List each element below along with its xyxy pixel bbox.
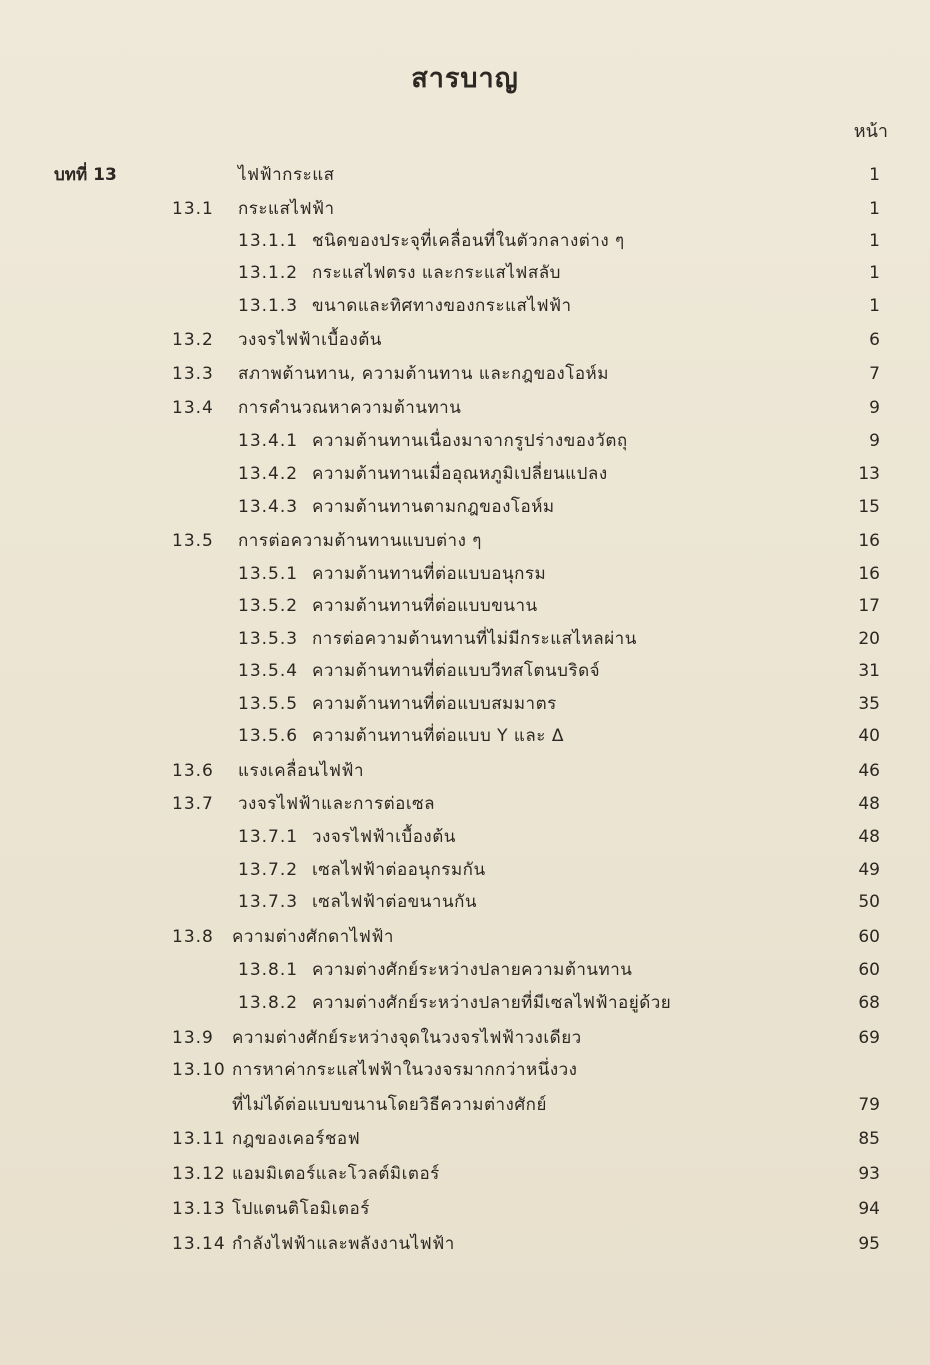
toc-row (0, 622, 930, 656)
section-number: 13.4.1 (238, 431, 299, 451)
section-number: 13.8.2 (238, 993, 299, 1013)
page-number: 9 (869, 398, 880, 418)
toc-row (0, 457, 930, 491)
toc-row (0, 424, 930, 458)
section-number: 13.4 (172, 398, 214, 418)
page-number: 1 (869, 199, 880, 219)
section-title: ความต้านทานที่ต่อแบบสมมาตร (312, 694, 557, 714)
section-title: ความต้านทานเนื่องมาจากรูปร่างของวัตถุ (312, 431, 628, 451)
page-number: 7 (869, 364, 880, 384)
page-number: 31 (858, 661, 880, 681)
section-number: 13.5.1 (238, 564, 299, 584)
section-title: กฎของเคอร์ชอฟ (232, 1129, 361, 1149)
toc-row (0, 853, 930, 887)
section-number: 13.7.2 (238, 860, 299, 880)
section-number: 13.1 (172, 199, 214, 219)
toc-row (0, 557, 930, 591)
section-title: เซลไฟฟ้าต่ออนุกรมกัน (312, 860, 486, 880)
toc-row (0, 1122, 930, 1156)
toc-row (0, 885, 930, 919)
section-number: 13.5.4 (238, 661, 299, 681)
page-number: 6 (869, 330, 880, 350)
page-number: 1 (869, 231, 880, 251)
page-number: 94 (858, 1199, 880, 1219)
page-number: 48 (858, 827, 880, 847)
section-title: วงจรไฟฟ้าเบื้องต้น (238, 330, 382, 350)
page-title: สารบาญ (411, 63, 519, 94)
section-title: วงจรไฟฟ้าเบื้องต้น (312, 827, 456, 847)
toc-row-continuation (0, 1088, 930, 1122)
page-number: 69 (858, 1028, 880, 1048)
toc-row (0, 1192, 930, 1226)
section-number: 13.2 (172, 330, 214, 350)
toc-row (0, 787, 930, 821)
section-title: การต่อความต้านทานที่ไม่มีกระแสไหลผ่าน (312, 629, 637, 649)
section-title: การหาค่ากระแสไฟฟ้าในวงจรมากกว่าหนึ่งวง (232, 1060, 578, 1080)
section-number: 13.5.3 (238, 629, 299, 649)
toc-row (0, 289, 930, 323)
section-number: 13.5 (172, 531, 214, 551)
page-number: 93 (858, 1164, 880, 1184)
toc-row (0, 524, 930, 558)
section-title: การต่อความต้านทานแบบต่าง ๆ (238, 531, 482, 551)
section-number: 13.13 (172, 1199, 226, 1219)
section-number: 13.7.1 (238, 827, 299, 847)
page-column-label: หน้า (853, 121, 888, 142)
toc-row (0, 1227, 930, 1261)
toc-row (0, 323, 930, 357)
section-number: 13.8.1 (238, 960, 299, 980)
toc-row (0, 391, 930, 425)
section-number: 13.10 (172, 1060, 226, 1080)
section-title: ความต่างศักย์ระหว่างจุดในวงจรไฟฟ้าวงเดียว (232, 1028, 582, 1048)
section-title: ความต้านทานเมื่ออุณหภูมิเปลี่ยนแปลง (312, 464, 608, 484)
page-number: 1 (869, 263, 880, 283)
toc-row (0, 920, 930, 954)
section-number: 13.8 (172, 927, 214, 947)
page-number: 13 (858, 464, 880, 484)
page-number: 17 (858, 596, 880, 616)
page-number: 15 (858, 497, 880, 517)
section-title: ความต่างศักย์ระหว่างปลายที่มีเซลไฟฟ้าอยู่ด้วย (312, 993, 672, 1013)
chapter-title: ไฟฟ้ากระแส (238, 165, 335, 185)
toc-row (0, 754, 930, 788)
section-title: กำลังไฟฟ้าและพลังงานไฟฟ้า (232, 1234, 455, 1254)
section-title: ความต้านทานที่ต่อแบบวีทสโตนบริดจ์ (312, 661, 601, 681)
toc-row (0, 953, 930, 987)
section-title: ขนาดและทิศทางของกระแสไฟฟ้า (312, 296, 572, 316)
section-title: กระแสไฟฟ้า (238, 199, 335, 219)
section-title: ที่ไม่ได้ต่อแบบขนานโดยวิธีความต่างศักย์ (232, 1095, 547, 1115)
section-title: ความต้านทานตามกฎของโอห์ม (312, 497, 555, 517)
page-number: 48 (858, 794, 880, 814)
toc-row (0, 719, 930, 753)
toc-row (0, 687, 930, 721)
section-number: 13.7.3 (238, 892, 299, 912)
section-title: แรงเคลื่อนไฟฟ้า (238, 761, 364, 781)
toc-row (0, 820, 930, 854)
section-title: ความต้านทานที่ต่อแบบขนาน (312, 596, 538, 616)
section-title: กระแสไฟตรง และกระแสไฟสลับ (312, 263, 561, 283)
section-title: โปแตนติโอมิเตอร์ (232, 1199, 370, 1219)
toc-row (0, 490, 930, 524)
section-title: ความต่างศักดาไฟฟ้า (232, 927, 394, 947)
page-number: 49 (858, 860, 880, 880)
section-title: ความต้านทานที่ต่อแบบอนุกรม (312, 564, 547, 584)
toc-row (0, 986, 930, 1020)
section-number: 13.4.2 (238, 464, 299, 484)
page-number: 79 (858, 1095, 880, 1115)
page-number: 40 (858, 726, 880, 746)
page-number: 20 (858, 629, 880, 649)
section-title: วงจรไฟฟ้าและการต่อเซล (238, 794, 436, 814)
page-number: 95 (858, 1234, 880, 1254)
section-number: 13.6 (172, 761, 214, 781)
toc-row (0, 1021, 930, 1055)
section-title: ความต่างศักย์ระหว่างปลายความต้านทาน (312, 960, 633, 980)
page-number: 46 (858, 761, 880, 781)
toc-row (0, 654, 930, 688)
section-number: 13.11 (172, 1129, 226, 1149)
page-number: 16 (858, 564, 880, 584)
section-number: 13.1.1 (238, 231, 299, 251)
chapter-page: 1 (869, 165, 880, 185)
section-title: ชนิดของประจุที่เคลื่อนที่ในตัวกลางต่าง ๆ (312, 231, 625, 251)
toc-row (0, 224, 930, 258)
page-number: 50 (858, 892, 880, 912)
section-title: เซลไฟฟ้าต่อขนานกัน (312, 892, 478, 912)
toc-row (0, 357, 930, 391)
section-number: 13.3 (172, 364, 214, 384)
section-title: แอมมิเตอร์และโวลต์มิเตอร์ (232, 1164, 440, 1184)
chapter-label: บทที่ 13 (54, 165, 117, 185)
page-number: 1 (869, 296, 880, 316)
section-number: 13.14 (172, 1234, 226, 1254)
page-number: 16 (858, 531, 880, 551)
section-number: 13.4.3 (238, 497, 299, 517)
section-title: สภาพต้านทาน, ความต้านทาน และกฎของโอห์ม (238, 364, 609, 384)
toc-row (0, 256, 930, 290)
section-number: 13.5.6 (238, 726, 299, 746)
page-number: 9 (869, 431, 880, 451)
page-number: 60 (858, 960, 880, 980)
chapter-row (0, 158, 930, 192)
section-title: ความต้านทานที่ต่อแบบ Y และ Δ (312, 726, 564, 746)
toc-row (0, 1157, 930, 1191)
toc-row (0, 1053, 930, 1087)
toc-row (0, 192, 930, 226)
section-number: 13.7 (172, 794, 214, 814)
section-number: 13.12 (172, 1164, 226, 1184)
page-number: 85 (858, 1129, 880, 1149)
section-number: 13.5.5 (238, 694, 299, 714)
page-number: 35 (858, 694, 880, 714)
page-number: 60 (858, 927, 880, 947)
section-number: 13.9 (172, 1028, 214, 1048)
section-title: การคำนวณหาความต้านทาน (238, 398, 462, 418)
section-number: 13.5.2 (238, 596, 299, 616)
section-number: 13.1.3 (238, 296, 299, 316)
page-number: 68 (858, 993, 880, 1013)
toc-row (0, 589, 930, 623)
section-number: 13.1.2 (238, 263, 299, 283)
